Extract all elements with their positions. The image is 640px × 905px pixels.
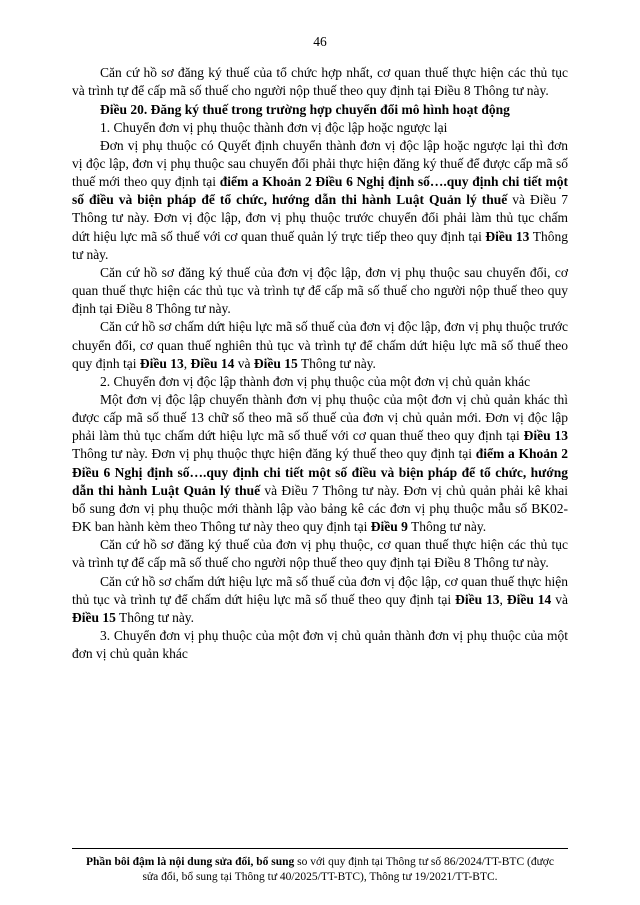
text-run: và: [234, 355, 254, 371]
page-number: 46: [313, 34, 327, 49]
text-run: Đơn vị phụ thuộc có Quyết định chuyển thành đơn vị độc lập hoặc ngược lại thì đơn vị độc lập, đơn vị phụ thuộc sau chuyển đổi phải thực hiện đăng ký thuế để được cấp mã số thuế mới theo quy định tại: [72, 137, 568, 190]
body-paragraph: [72, 391, 568, 536]
text-run: ,: [183, 355, 191, 371]
section-heading: [72, 101, 568, 119]
emphasized-text: điểm a Khoản 2 Điều 6 Nghị định số….quy định chi tiết một số điều và biện pháp để tổ chức, hướng dẫn thi hành Luật Quản lý thuế: [72, 446, 569, 498]
body-paragraph: [72, 573, 568, 627]
emphasized-text: Điều 9: [370, 519, 408, 535]
text-run: 2. Chuyển đơn vị độc lập thành đơn vị phụ thuộc của một đơn vị chủ quản khác: [100, 373, 531, 389]
text-run: Căn cứ hồ sơ chấm dứt hiệu lực mã số thuế của đơn vị độc lập, đơn vị phụ thuộc trước chuyển đổi, cơ quan thuế nghiên thủ tục và trình tự để chấm dứt hiệu lực mã số thuế theo quy định tại: [72, 319, 568, 371]
text-run: Căn cứ hồ sơ đăng ký thuế của đơn vị độc lập, đơn vị phụ thuộc sau chuyển đổi, cơ quan thuế thực hiện các thủ tục và trình tự để cấp mã số thuế cho người nộp thuế theo quy định tại Điều 8 Thông tư này.: [72, 264, 568, 317]
body-paragraph: [72, 373, 568, 391]
body-paragraph: [72, 627, 568, 663]
body-paragraph: [72, 318, 568, 372]
footer-note-rest: so với quy định tại Thông tư số 86/2024/TT-BTC (được: [294, 856, 554, 869]
text-run: Thông tư này.: [407, 519, 487, 535]
emphasized-text: Điều 13: [523, 428, 568, 444]
body-paragraph: [72, 536, 568, 572]
text-run: Một đơn vị độc lập chuyển thành đơn vị phụ thuộc của một đơn vị chủ quản khác thì được cấp mã số thuế 13 chữ số theo mã số thuế của đơn vị chủ quản mới. Đơn vị độc lập phải làm thủ tục chấm dứt hiệu lực mã số thuế với cơ quan thuế theo quy định tại: [72, 392, 568, 444]
text-run: Căn cứ hồ sơ chấm dứt hiệu lực mã số thuế của đơn vị độc lập, cơ quan thuế thực hiện thủ tục và trình tự để chấm dứt hiệu lực mã số thuế theo quy định tại: [72, 573, 568, 607]
emphasized-text: Điều 14: [190, 355, 235, 371]
text-run: Thông tư này.: [115, 609, 195, 625]
page-footer: [72, 848, 568, 885]
text-run: Thông tư này.: [72, 228, 568, 262]
text-run: Thông tư này. Đơn vị phụ thuộc thực hiện đăng ký thuế theo quy định tại: [72, 446, 476, 462]
text-run: và Điều 7 Thông tư này. Đơn vị độc lập, đơn vị phụ thuộc trước chuyển đổi phải làm thủ tục chấm dứt hiệu lực mã số thuế với cơ quan thuế quản lý trực tiếp theo quy định tại: [72, 192, 568, 244]
footer-line-2: sửa đổi, bổ sung tại Thông tư 40/2025/TT-BTC), Thông tư 19/2021/TT-BTC.: [142, 871, 498, 884]
text-run: Thông tư này.: [297, 355, 376, 371]
body-paragraph: [72, 64, 568, 100]
text-run: 3. Chuyển đơn vị phụ thuộc của một đơn vị chủ quản thành đơn vị phụ thuộc của một đơn vị chủ quản khác: [72, 628, 568, 662]
emphasized-text: Điều 14: [506, 591, 552, 607]
emphasized-text: Điều 13: [455, 591, 500, 607]
emphasized-text: Điều 15: [72, 609, 116, 625]
document-body: [72, 64, 568, 663]
emphasized-text: Điều 13: [139, 355, 184, 371]
body-paragraph: [72, 137, 568, 264]
text-run: ,: [499, 591, 507, 607]
body-paragraph: [72, 119, 568, 137]
footer-line-1: [72, 855, 568, 870]
text-run: 1. Chuyển đơn vị phụ thuộc thành đơn vị độc lập hoặc ngược lại: [100, 119, 448, 135]
body-paragraph: [72, 264, 568, 318]
emphasized-text: Điều 15: [253, 355, 298, 371]
text-run: Căn cứ hồ sơ đăng ký thuế của tổ chức hợp nhất, cơ quan thuế thực hiện các thủ tục và trình tự để cấp mã số thuế cho người nộp thuế theo quy định tại Điều 8 Thông tư này.: [72, 65, 568, 99]
emphasized-text: Điều 20. Đăng ký thuế trong trường hợp chuyển đổi mô hình hoạt động: [100, 101, 510, 117]
footer-note-emphasis: Phần bôi đậm là nội dung sửa đổi, bổ sung: [86, 856, 295, 869]
text-run: và: [551, 591, 569, 607]
emphasized-text: điểm a Khoản 2 Điều 6 Nghị định số….quy định chi tiết một số điều và biện pháp để tổ chức, hướng dẫn thi hành Luật Quản lý thuế: [72, 174, 568, 208]
text-run: và Điều 7 Thông tư này. Đơn vị chủ quản phải kê khai bổ sung đơn vị phụ thuộc mới thành lập vào bảng kê các đơn vị phụ thuộc mẫu số BK02-ĐK ban hành kèm theo Thông tư này theo quy định tại: [72, 482, 568, 535]
emphasized-text: Điều 13: [485, 228, 530, 244]
text-run: Căn cứ hồ sơ đăng ký thuế của đơn vị phụ thuộc, cơ quan thuế thực hiện các thủ tục và trình tự để cấp mã số thuế cho người nộp thuế theo quy định tại Điều 8 Thông tư này.: [72, 537, 568, 571]
